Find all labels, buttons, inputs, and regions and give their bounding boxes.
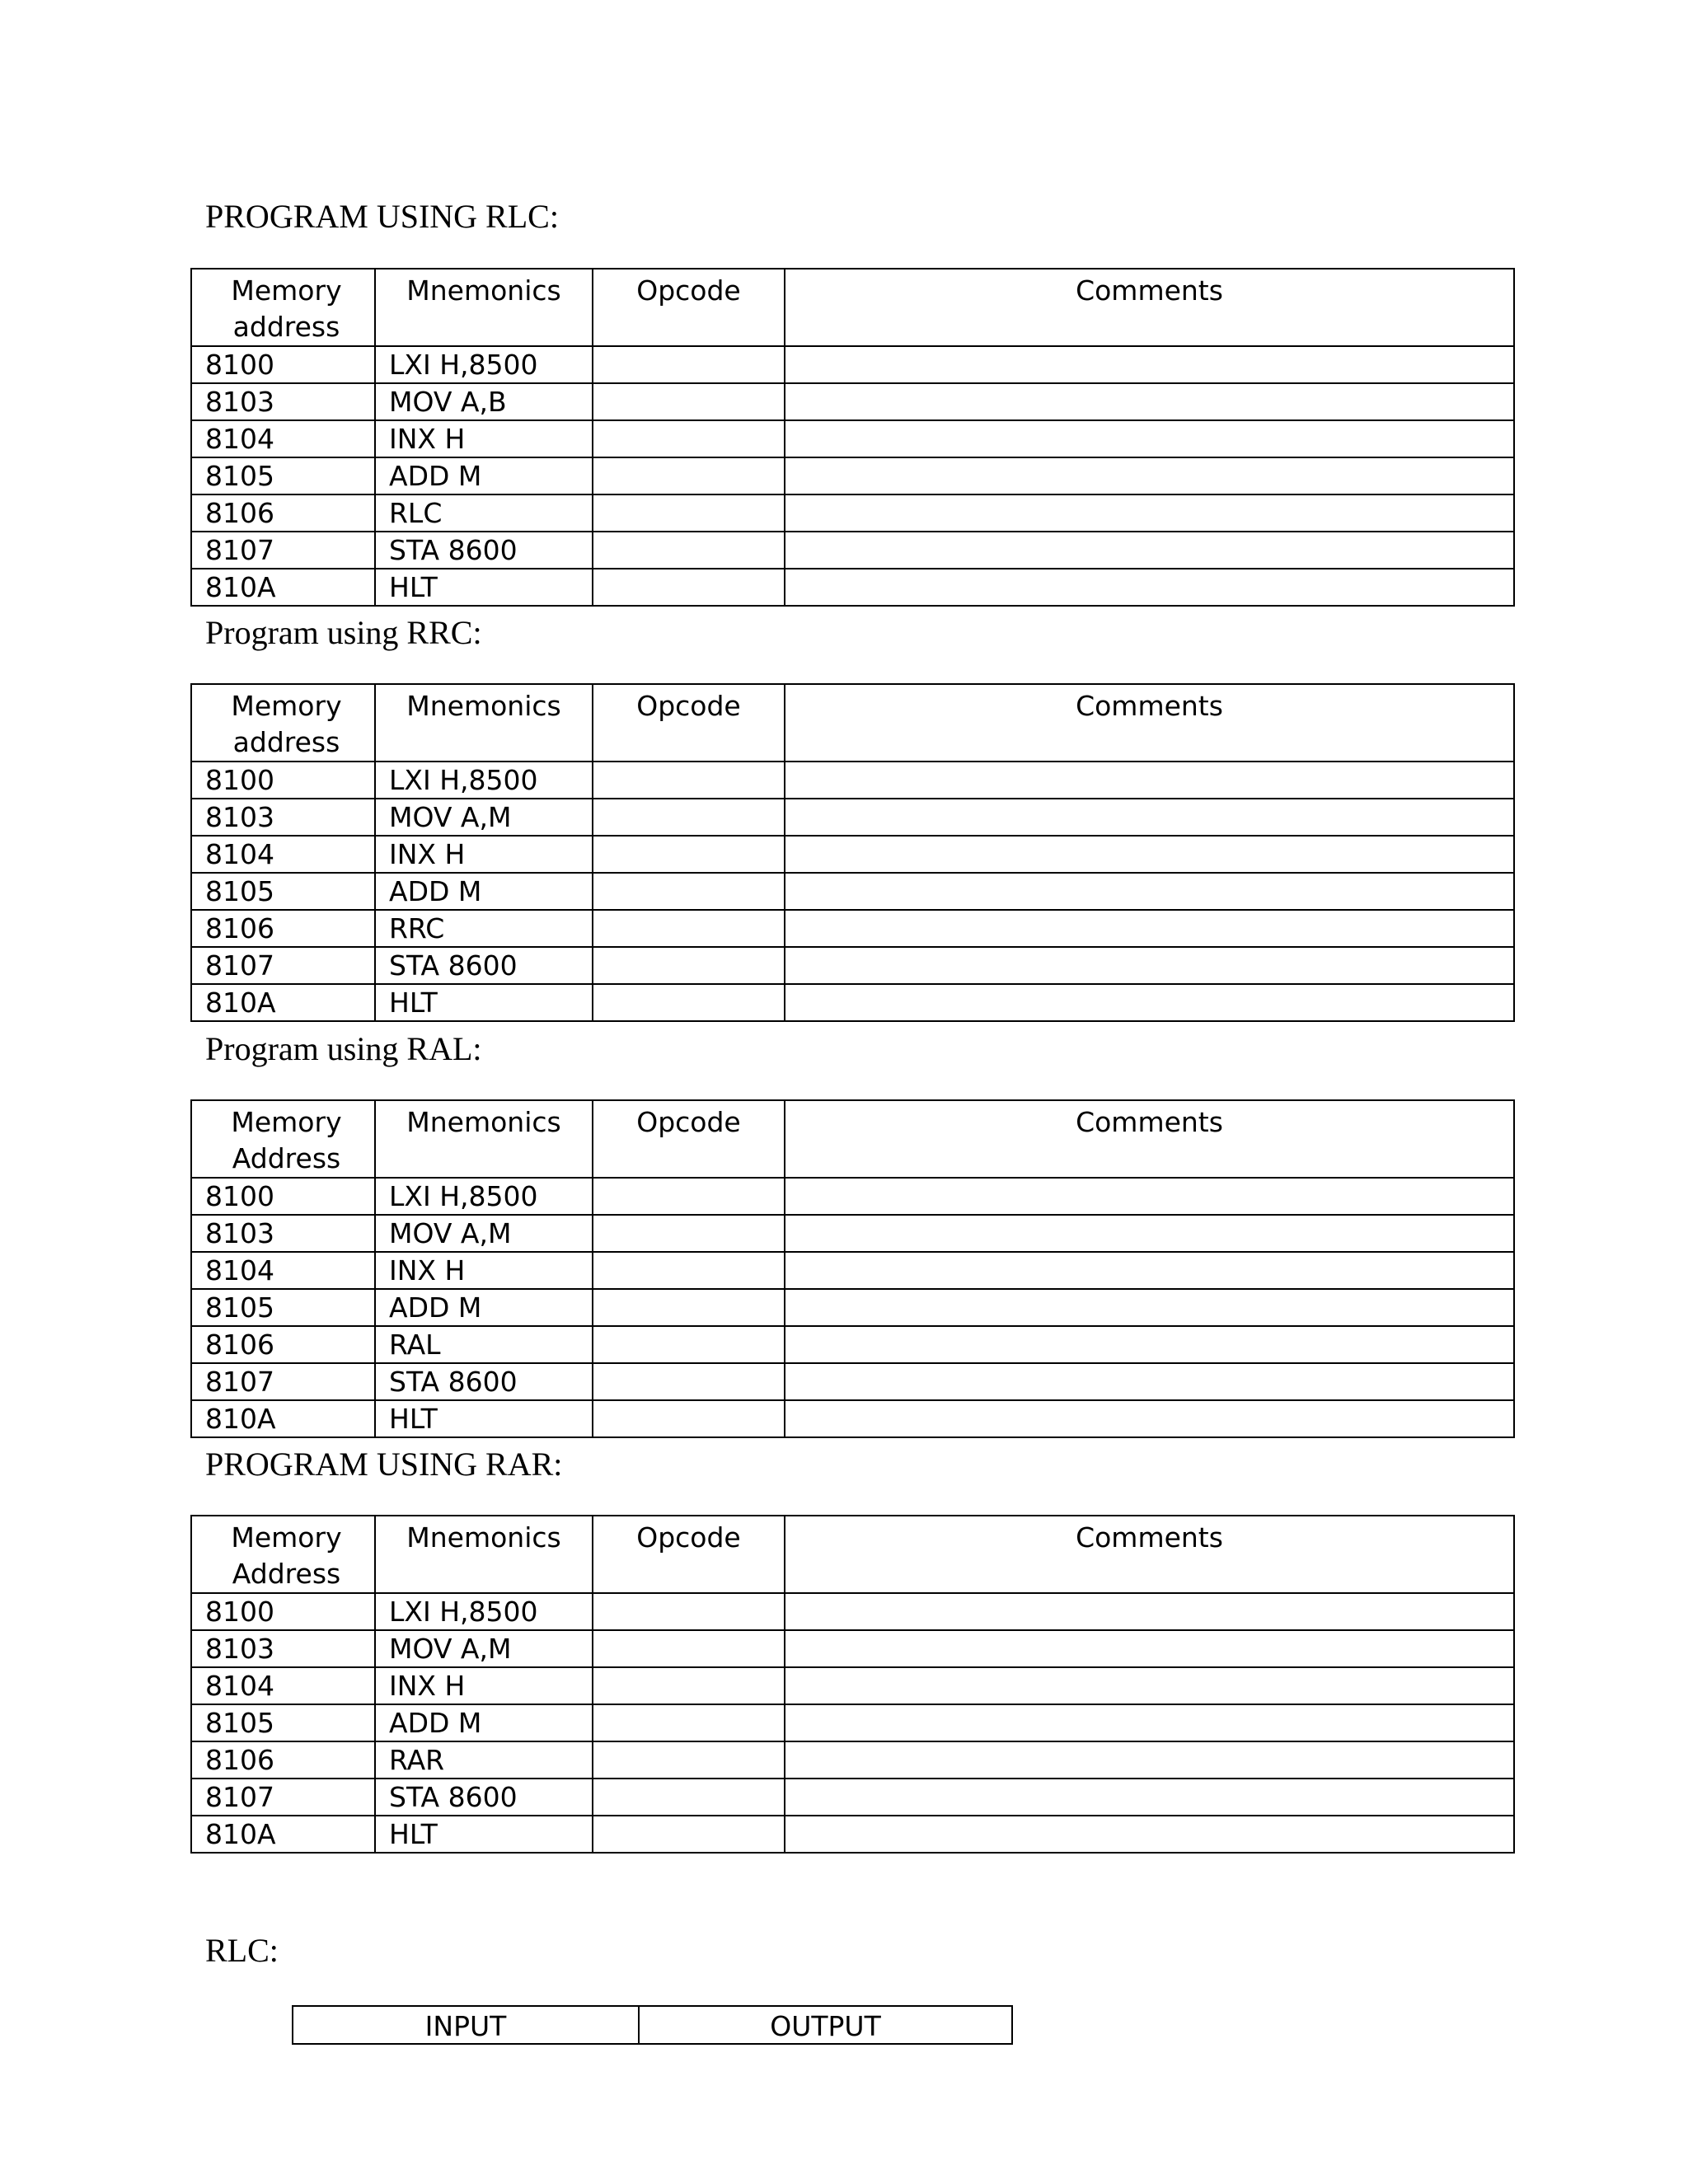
address-cell: 810A [191,569,375,606]
comment-cell [785,1741,1514,1779]
table-row [191,1400,1514,1437]
comment-cell [785,420,1514,457]
address-cell: 810A [191,984,375,1021]
table-row [191,1326,1514,1363]
opcode-cell [593,1215,785,1252]
column-header-opcode: Opcode [593,269,785,346]
program-table-ral [190,1099,1515,1438]
opcode-cell [593,1779,785,1816]
opcode-cell [593,1326,785,1363]
comment-cell [785,494,1514,532]
result-heading-rlc: RLC: [205,1932,279,1969]
address-cell: 8105 [191,873,375,910]
opcode-cell [593,532,785,569]
opcode-cell [593,1667,785,1704]
comment-cell [785,1667,1514,1704]
opcode-cell [593,910,785,947]
address-cell: 8104 [191,836,375,873]
table-row [191,762,1514,799]
address-cell: 8107 [191,1363,375,1400]
comment-cell [785,383,1514,420]
address-cell: 8100 [191,1178,375,1215]
table-row [191,1667,1514,1704]
section-heading-rar: PROGRAM USING RAR: [205,1446,563,1483]
mnemonic-cell: STA 8600 [375,947,593,984]
comment-cell [785,984,1514,1021]
opcode-cell [593,1593,785,1630]
column-header-memory-address: Memory Address [191,1516,375,1593]
column-header-memory-address: Memory address [191,269,375,346]
input-output-table [292,2005,1013,2045]
table-header-row [191,684,1514,762]
address-cell: 8107 [191,532,375,569]
comment-cell [785,1779,1514,1816]
section-heading-rrc: Program using RRC: [205,614,482,651]
address-cell: 8105 [191,457,375,494]
column-header-comments: Comments [785,269,1514,346]
column-header-mnemonics: Mnemonics [375,1516,593,1593]
table-row [191,947,1514,984]
table-row [191,1215,1514,1252]
opcode-cell [593,346,785,383]
mnemonic-cell: RRC [375,910,593,947]
table-row [191,1630,1514,1667]
table-header-row [191,1516,1514,1593]
program-table-rar [190,1515,1515,1854]
opcode-cell [593,984,785,1021]
comment-cell [785,1289,1514,1326]
mnemonic-cell: INX H [375,836,593,873]
table-header-row [191,269,1514,346]
comment-cell [785,1326,1514,1363]
comment-cell [785,910,1514,947]
mnemonic-cell: RLC [375,494,593,532]
table-row [191,532,1514,569]
column-header-opcode: Opcode [593,1100,785,1178]
address-cell: 8107 [191,947,375,984]
mnemonic-cell: RAR [375,1741,593,1779]
program-table-rrc [190,683,1515,1022]
column-header-mnemonics: Mnemonics [375,1100,593,1178]
table-row [191,799,1514,836]
table-row [191,569,1514,606]
mnemonic-cell: INX H [375,1667,593,1704]
table-row [191,1704,1514,1741]
table-row [191,1593,1514,1630]
column-header-memory-address: Memory address [191,684,375,762]
opcode-cell [593,1704,785,1741]
mnemonic-cell: ADD M [375,1289,593,1326]
address-cell: 8104 [191,420,375,457]
address-cell: 8105 [191,1704,375,1741]
opcode-cell [593,873,785,910]
mnemonic-cell: MOV A,M [375,1630,593,1667]
column-header-memory-address: Memory Address [191,1100,375,1178]
table-row [191,494,1514,532]
address-cell: 8104 [191,1667,375,1704]
mnemonic-cell: STA 8600 [375,1779,593,1816]
opcode-cell [593,1363,785,1400]
opcode-cell [593,1741,785,1779]
mnemonic-cell: ADD M [375,873,593,910]
comment-cell [785,762,1514,799]
address-cell: 8105 [191,1289,375,1326]
table-row [191,1741,1514,1779]
comment-cell [785,1215,1514,1252]
mnemonic-cell: INX H [375,1252,593,1289]
mnemonic-cell: MOV A,B [375,383,593,420]
opcode-cell [593,494,785,532]
table-row [191,1178,1514,1215]
table-row [191,1363,1514,1400]
mnemonic-cell: LXI H,8500 [375,346,593,383]
comment-cell [785,569,1514,606]
mnemonic-cell: HLT [375,1816,593,1853]
mnemonic-cell: ADD M [375,1704,593,1741]
column-header-output: OUTPUT [639,2006,1012,2044]
table-row [191,1779,1514,1816]
comment-cell [785,1630,1514,1667]
opcode-cell [593,1252,785,1289]
address-cell: 8106 [191,1326,375,1363]
comment-cell [785,1400,1514,1437]
mnemonic-cell: HLT [375,984,593,1021]
address-cell: 810A [191,1400,375,1437]
address-cell: 8106 [191,494,375,532]
address-cell: 8100 [191,762,375,799]
opcode-cell [593,762,785,799]
mnemonic-cell: HLT [375,569,593,606]
comment-cell [785,1363,1514,1400]
address-cell: 8100 [191,1593,375,1630]
address-cell: 8100 [191,346,375,383]
program-table-rlc [190,268,1515,607]
address-cell: 810A [191,1816,375,1853]
opcode-cell [593,799,785,836]
section-heading-ral: Program using RAL: [205,1030,482,1067]
opcode-cell [593,1178,785,1215]
comment-cell [785,457,1514,494]
table-row [191,383,1514,420]
comment-cell [785,799,1514,836]
column-header-opcode: Opcode [593,1516,785,1593]
address-cell: 8103 [191,383,375,420]
table-row [191,1816,1514,1853]
mnemonic-cell: LXI H,8500 [375,762,593,799]
address-cell: 8106 [191,910,375,947]
mnemonic-cell: ADD M [375,457,593,494]
opcode-cell [593,947,785,984]
mnemonic-cell: RAL [375,1326,593,1363]
column-header-comments: Comments [785,684,1514,762]
table-row [191,984,1514,1021]
comment-cell [785,1816,1514,1853]
opcode-cell [593,1400,785,1437]
opcode-cell [593,1289,785,1326]
comment-cell [785,836,1514,873]
address-cell: 8103 [191,799,375,836]
mnemonic-cell: HLT [375,1400,593,1437]
mnemonic-cell: MOV A,M [375,1215,593,1252]
comment-cell [785,1252,1514,1289]
address-cell: 8104 [191,1252,375,1289]
column-header-mnemonics: Mnemonics [375,684,593,762]
mnemonic-cell: STA 8600 [375,1363,593,1400]
address-cell: 8103 [191,1630,375,1667]
section-heading-rlc: PROGRAM USING RLC: [205,198,559,235]
mnemonic-cell: MOV A,M [375,799,593,836]
opcode-cell [593,836,785,873]
mnemonic-cell: STA 8600 [375,532,593,569]
comment-cell [785,1178,1514,1215]
table-row [191,1289,1514,1326]
address-cell: 8103 [191,1215,375,1252]
comment-cell [785,1593,1514,1630]
mnemonic-cell: LXI H,8500 [375,1593,593,1630]
opcode-cell [593,383,785,420]
column-header-input: INPUT [293,2006,639,2044]
comment-cell [785,873,1514,910]
table-row [191,1252,1514,1289]
address-cell: 8107 [191,1779,375,1816]
table-row [191,836,1514,873]
table-row [191,910,1514,947]
mnemonic-cell: INX H [375,420,593,457]
column-header-mnemonics: Mnemonics [375,269,593,346]
column-header-comments: Comments [785,1516,1514,1593]
table-header-row [293,2006,1012,2044]
mnemonic-cell: LXI H,8500 [375,1178,593,1215]
column-header-comments: Comments [785,1100,1514,1178]
table-row [191,457,1514,494]
table-row [191,346,1514,383]
opcode-cell [593,457,785,494]
opcode-cell [593,1816,785,1853]
opcode-cell [593,569,785,606]
comment-cell [785,947,1514,984]
table-row [191,420,1514,457]
comment-cell [785,1704,1514,1741]
opcode-cell [593,420,785,457]
table-row [191,873,1514,910]
table-header-row [191,1100,1514,1178]
comment-cell [785,346,1514,383]
comment-cell [785,532,1514,569]
opcode-cell [593,1630,785,1667]
column-header-opcode: Opcode [593,684,785,762]
address-cell: 8106 [191,1741,375,1779]
